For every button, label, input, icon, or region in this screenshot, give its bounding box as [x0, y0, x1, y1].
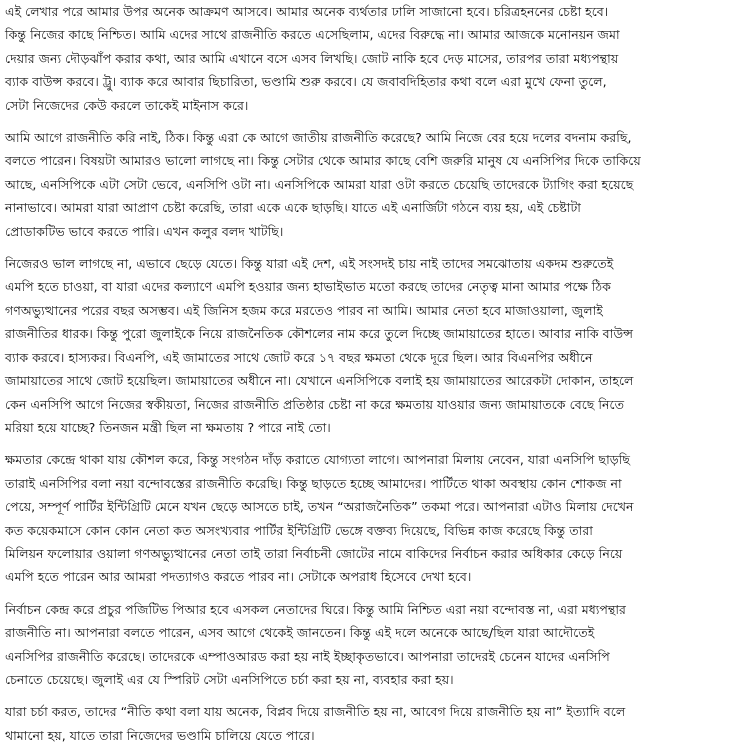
- paragraph-5: নির্বাচন কেন্দ্র করে প্রচুর পজিটিভ পিআর হবে এসকল নেতাদের ঘিরে। কিন্তু আমি নিশ্চিত এরা নয়া বন্দোবস্ত না, এরা মধ্যপন্থার রাজনীতি না। আপনারা বলতে পারেন, এসব আগে থেকেই জানতেন। কিন্তু এই দলে অনেকে আছে/ছিল যারা আদৌতেই এনসিপির রাজনীতি করেছে। তাদেরকে এম্পাওআরড করা হয় নাই ইচ্ছাকৃতভাবে। আপনারা তাদেরই চেনেন যাদের এনসিপি চেনাতে চেয়েছে। জুলাই এর যে স্পিরিট সেটা এনসিপিতে চর্চা করা হয় না, ব্যবহার করা হয়।: [5, 601, 626, 687]
- paragraph-gap: [5, 439, 723, 448]
- paragraph-3: নিজেরও ভাল লাগছে না, এভাবে ছেড়ে যেতে। কিন্তু যারা এই দেশ, এই সংসদই চায় নাই তাদের সমঝোতায় একদম শুরুতেই এমপি হতে চাওয়া, বা যারা এদের কল্যাণে এমপি হওয়ার জন্য হাভাইভাত মতো করছে তাদের নেতৃত্ব মানা আমার পক্ষে ঠিক গণঅভ্যুত্থানের পরের বছর অসম্ভব। এই জিনিস হজম করে মরতেও পারব না আমি। আমার নেতা হবে মাজাওয়ালা, জুলাই রাজনীতির ধারক। কিন্তু পুরো জুলাইকে নিয়ে রাজনৈতিক কৌশলের নাম করে তুলে দিচ্ছে জামায়াতের হাতে। আবার নাকি বাউন্স ব্যাক করবে। হাস্যকর। বিএনপি, এই জামাতের সাথে জোট করে ১৭ বছর ক্ষমতা থেকে দূরে ছিল। আর বিএনপির অধীনে জামায়াতের সাথে জোট হয়েছিল। জামায়াতের অধীনে না। যেখানে এনসিপিকে বলাই হয় জামায়াতের আরেকটা দোকান, তাহলে কেন এনসিপি আগে নিজের স্বকীয়তা, নিজের রাজনীতি প্রতিষ্ঠার চেষ্টা না করে ক্ষমতায় যাওয়ার জন্য জামায়াতকে বেছে নিতে মরিয়া হয়ে যাচ্ছে? তিনজন মন্ত্রী ছিল না ক্ষমতায় ? পারে নাই তো।: [5, 256, 634, 435]
- paragraph-6: যারা চর্চা করত, তাদের “নীতি কথা বলা যায় অনেক, বিপ্লব দিয়ে রাজনীতি হয় না, আবেগ দিয়ে রাজনীতি হয় না” ইত্যাদি বলে থামানো হয়, যাতে তারা নিজেদের ভণ্ডামি চালিয়ে যেতে পারে।: [5, 704, 626, 743]
- paragraph-1: এই লেখার পরে আমার উপর অনেক আক্রমণ আসবে। আমার অনেক ব্যর্থতার ঢালি সাজানো হবে। চরিত্রহননের চেষ্টা হবে। কিন্তু নিজের কাছে নিশ্চিত। আমি এদের সাথে রাজনীতি করতে এসেছিলাম, এদের বিরুদ্ধে না। আমার আজকে মনোনয়ন জমা দেয়ার জন্য দৌড়ঝাঁপ করার কথা, আর আমি এখানে বসে এসব লিখছি। জোট নাকি হবে দেড় মাসের, তারপর তারা মধ্যপন্থায় ব্যাক বাউন্স করবে। ট্রু। ব্যাক করে আবার ছিচারিতা, ভণ্ডামি শুরু করবে। যে জবাবদিহিতার কথা বলে এরা মুখে ফেনা তুলে, সেটা নিজেদের কেউ করলে তাকেই মাইনাস করে।: [5, 4, 620, 113]
- document-body: [5, 0, 723, 747]
- paragraph-gap: [5, 243, 723, 252]
- paragraph-4: ক্ষমতার কেন্দ্রে থাকা যায় কৌশল করে, কিন্তু সংগঠন দাঁড় করাতে যোগ্যতা লাগে। আপনারা মিলায় নেবেন, যারা এনসিপি ছাড়ছি তারাই এনসিপির বলা নয়া বন্দোবস্তের রাজনীতি করেছি। কিন্তু ছাড়তে হচ্ছে আমাদের। পার্টিতে থাকা অবস্থায় কোন শোকজ না পেয়ে, সম্পূর্ণ পার্টির ইন্টিগ্রিটি মেনে যখন ছেড়ে আসতে চাই, তখন “অরাজনৈতিক” তকমা পরে। আপনারা এটাও মিলায় দেখেন কত কয়েকমাসে কোন কোন নেতা কত অসংখ্যবার পার্টির ইন্টিগ্রিটি ভেঙ্গে বক্তব্য দিয়েছে, বিভিন্ন কাজ করেছে কিন্তু তারা মিলিয়ন ফলোয়ার ওয়ালা গণঅভ্যুত্থানের নেতা তাই তারা নির্বাচনী জোটের নামে বাকিদের নির্বাচন করার অধিকার কেড়ে নিয়ে এমপি হতে পারেন আর আমরা পদত্যাগও করতে পারব না। সেটাকে অপরাধ হিসেবে দেখা হবে।: [5, 452, 634, 585]
- paragraph-gap: [5, 117, 723, 126]
- paragraph-gap: [5, 589, 723, 598]
- paragraph-gap: [5, 691, 723, 700]
- paragraph-2: আমি আগে রাজনীতি করি নাই, ঠিক। কিন্তু এরা কে আগে জাতীয় রাজনীতি করেছে? আমি নিজে বের হয়ে দলের বদনাম করছি, বলতে পারেন। বিষয়টা আমারও ভালো লাগছে না। কিন্তু সেটার থেকে আমার কাছে বেশি জরুরি মানুষ যে এনসিপির দিকে তাকিয়ে আছে, এনসিপিকে এটা সেটা ভেবে, এনসিপি ওটা না। এনসিপিকে আমরা যারা ওটা করতে চেয়েছি তাদেরকে ট্যাগিং করা হয়েছে নানাভাবে। আমরা যারা আপ্রাণ চেষ্টা করেছি, তারা একে একে ছাড়ছি। যাতে এই এনার্জিটা গঠনে ব্যয় হয়, এই চেষ্টাটা প্রোডাকটিভ ভাবে করতে পারি। এখন কলুর বলদ খাটছি।: [5, 130, 641, 239]
